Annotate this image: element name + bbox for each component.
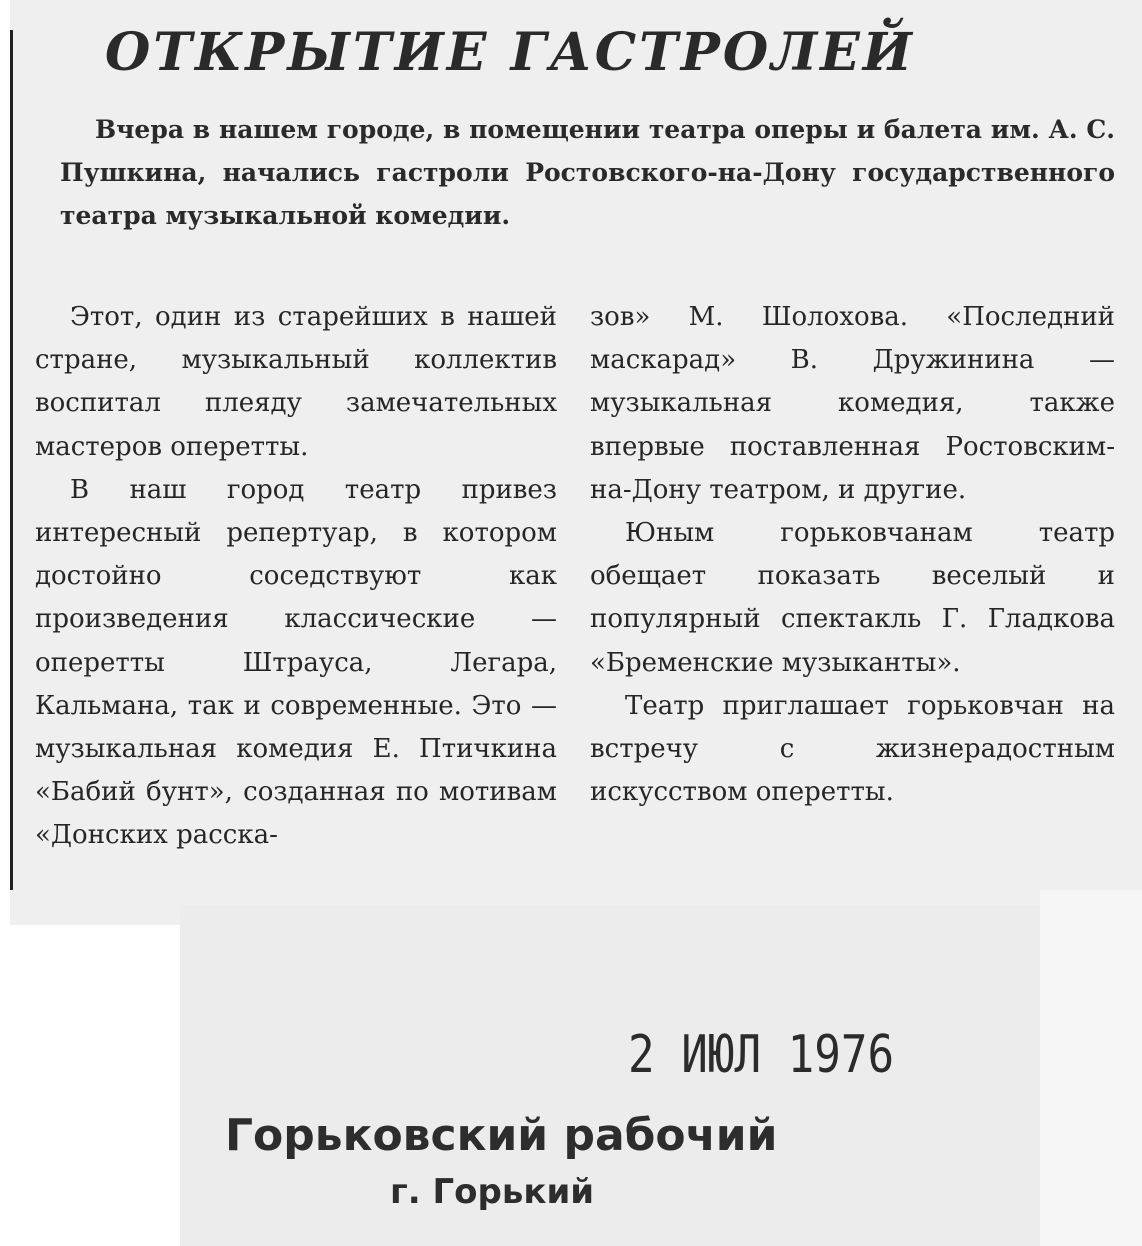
- left-paragraph-1: Этот, один из старейших в нашей стране, музыкальный коллектив воспитал плеяду замечательных мастеров оперетты.: [35, 302, 557, 462]
- article-column-left: [35, 296, 557, 858]
- stamp-paper-edge: [1040, 890, 1142, 1246]
- left-paragraph-2: В наш город театр привез интересный репертуар, в котором достойно соседствуют как произведения классические — оперетты Штрауса, Легара, Кальмана, так и современные. Это — музыкальная комедия Е. Птичкина «Бабий бунт», созданная по мотивам «Донских расска-: [35, 474, 557, 851]
- date-stamp: 2 ИЮЛ 1976: [628, 1025, 895, 1085]
- stamp-paper: [180, 905, 1045, 1246]
- article-headline: ОТКРЫТИЕ ГАСТРОЛЕЙ: [105, 22, 915, 83]
- right-paragraph-2: Юным горьковчанам театр обещает показать веселый и популярный спектакль Г. Гладкова «Бременские музыканты».: [590, 518, 1115, 678]
- clipping-edge: [10, 30, 13, 890]
- right-paragraph-1: зов» М. Шолохова. «Последний маскарад» В. Дружинина — музыкальная комедия, также впервые поставленная Ростовским-на-Дону театром, и другие.: [590, 302, 1115, 505]
- newspaper-name-stamp: Горьковский рабочий: [225, 1110, 778, 1161]
- city-stamp: г. Горький: [390, 1172, 595, 1212]
- right-paragraph-3: Театр приглашает горьковчан на встречу с жизнерадостным искусством оперетты.: [590, 690, 1115, 808]
- article-column-right: [590, 296, 1115, 814]
- article-lead: Вчера в нашем городе, в помещении театра оперы и балета им. А. С. Пушкина, начались гастроли Ростовского-на-Дону государственного театра музыкальной комедии.: [60, 115, 1115, 230]
